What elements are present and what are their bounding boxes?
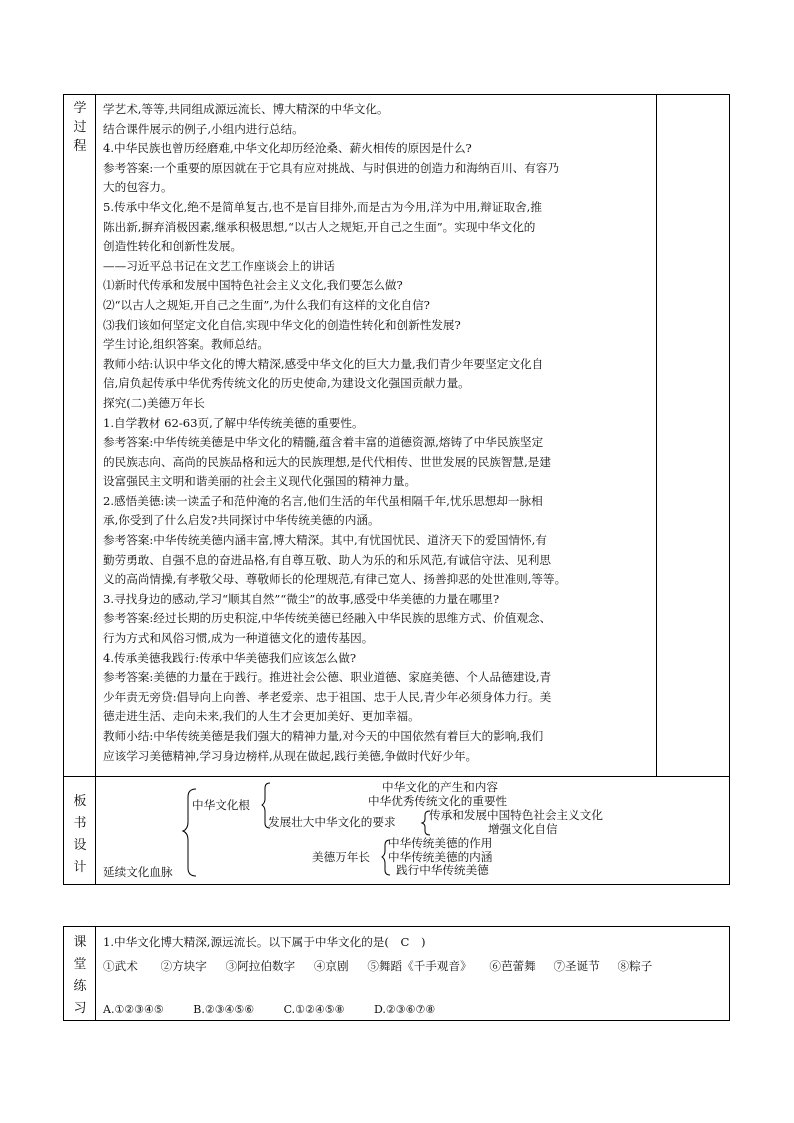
board-item: 中华优秀传统文化的重要性: [368, 794, 508, 808]
board-label: 板 书 设 计: [73, 794, 87, 875]
process-line: 大的包容力。: [103, 180, 173, 195]
option-item: ④京剧: [313, 959, 349, 973]
process-line: 4.传承美德我践行:传承中华美德我们应该怎么做?: [103, 650, 357, 665]
process-line: 行为方式和风俗习惯,成为一种道德文化的遗传基因。: [103, 631, 374, 646]
process-line: 德走进生活、走向未来,我们的人生才会更加美好、更加幸福。: [103, 709, 420, 724]
process-line: 义的高尚情操,有孝敬父母、尊敬师长的伦理规范,有律己宽人、扬善抑恶的处世准则,等等。: [103, 572, 567, 587]
process-line: 参考答案:中华传统美德是中华文化的精髓,蕴含着丰富的道德资源,熔铸了中华民族坚定: [103, 435, 544, 450]
board-item: 增强文化自信: [488, 822, 558, 836]
process-line: ——习近平总书记在文艺工作座谈会上的讲话: [103, 258, 335, 273]
process-line: 参考答案:美德的力量在于践行。推进社会公德、职业道德、家庭美德、个人品德建设,青: [103, 670, 552, 685]
answer-choice: C.①②④⑤⑧: [283, 1003, 345, 1016]
option-item: ⑤舞蹈《千手观音》: [367, 959, 472, 973]
process-line: 少年责无旁贷:倡导向上向善、孝老爱亲、忠于祖国、忠于人民,青少年必须身体力行。美: [103, 689, 552, 704]
process-line: 应该学习美德精神,学习身边榜样,从现在做起,践行美德,争做时代好少年。: [103, 748, 478, 763]
option-item: ②方块字: [160, 959, 207, 973]
process-line: 的民族志向、高尚的民族品格和远大的民族理想,是代代相传、世世发展的民族智慧,是建: [103, 454, 551, 469]
answer-choice: D.②③⑥⑦⑧: [373, 1003, 436, 1016]
board-branch-culture-root: 中华文化根: [192, 798, 250, 812]
process-line: 设富强民主文明和谐美丽的社会主义现代化强国的精神力量。: [103, 474, 417, 489]
process-line: 教师小结:中华传统美德是我们强大的精神力量,对今天的中国依然有着巨大的影响,我们: [103, 729, 544, 743]
process-line: 创造性转化和创新性发展。: [103, 239, 243, 254]
process-line: 陈出新,摒弃消极因素,继承积极思想,“以古人之规矩,开自己之生面”。实现中华文化的: [103, 219, 536, 234]
board-item: 中华传统美德的作用: [388, 836, 493, 850]
process-line: 参考答案:经过长期的历史积淀,中华传统美德已经融入中华民族的思维方式、价值观念、: [103, 611, 552, 626]
board-item: 中华传统美德的内涵: [388, 850, 493, 864]
exercise-answers: [103, 1003, 435, 1016]
process-line: 1.自学教材 62-63页,了解中华传统美德的重要性。: [103, 415, 364, 430]
process-line: 4.中华民族也曾历经磨难,中华文化却历经沧桑、薪火相传的原因是什么?: [103, 141, 472, 156]
process-line: ⑶我们该如何坚定文化自信,实现中华文化的创造性转化和创新性发展?: [103, 317, 461, 332]
process-line: 教师小结:认识中华文化的博大精深,感受中华文化的巨大力量,我们青少年要坚定文化自: [103, 356, 544, 371]
process-line: 学艺术,等等,共同组成源远流长、博大精深的中华文化。: [103, 102, 389, 116]
answer-choice: B.②③④⑤⑥: [193, 1003, 255, 1016]
option-item: ⑥芭蕾舞: [489, 959, 536, 973]
option-item: ①武术: [103, 959, 138, 973]
process-line: 结合课件展示的例子,小组内进行总结。: [103, 121, 304, 136]
board-item: 传承和发展中国特色社会主义文化: [429, 808, 603, 822]
exercise-label: 课 堂 练 习: [73, 935, 87, 1016]
board-sub-branch: 发展壮大中华文化的要求: [268, 815, 396, 829]
board-root: 延续文化血脉: [103, 865, 173, 879]
process-line: 勤劳勇敢、自强不息的奋进品格,有自尊互敬、助人为乐的和乐风范,有诚信守法、见利思: [103, 552, 551, 567]
process-label: 学 过 程: [73, 101, 87, 154]
process-line: 2.感悟美德:读一读孟子和范仲淹的名言,他们生活的年代虽相隔千年,忧乐思想却一脉相: [103, 493, 543, 508]
process-line: ⑴新时代传承和发展中国特色社会主义文化,我们要怎么做?: [103, 278, 403, 293]
board-item: 中华文化的产生和内容: [382, 780, 498, 794]
table-divider: [95, 926, 96, 1021]
exercise-question: 1.中华文化博大精深,源远流长。以下属于中华文化的是( C ): [103, 935, 426, 949]
option-item: ⑦圣诞节: [553, 959, 600, 973]
process-line: 5.传承中华文化,绝不是简单复古,也不是盲目排外,而是古为今用,洋为中用,辩证取舍,推: [103, 199, 542, 214]
process-line: 参考答案:中华传统美德内涵丰富,博大精深。其中,有忧国忧民、道济天下的爱国情怀,有: [103, 533, 547, 548]
board-item: 践行中华传统美德: [396, 863, 489, 877]
option-item: ⑧粽子: [617, 959, 653, 973]
board-branch-virtue: 美德万年长: [312, 850, 370, 864]
process-line: 信,肩负起传承中华优秀传统文化的历史使命,为建设文化强国贡献力量。: [103, 376, 470, 391]
answer-choice: A.①②③④⑤: [103, 1003, 164, 1016]
process-line: 3.寻找身边的感动,学习“顺其自然”“微尘”的故事,感受中华美德的力量在哪里?: [103, 591, 500, 606]
exercise-options: [103, 958, 652, 974]
process-line: 学生讨论,组织答案。教师总结。: [103, 337, 269, 352]
process-line: 参考答案:一个重要的原因就在于它具有应对挑战、与时俱进的创造力和海纳百川、有容乃: [103, 160, 560, 175]
process-line: ⑵“以古人之规矩,开自己之生面”,为什么我们有这样的文化自信?: [103, 297, 430, 312]
process-line: 承,你受到了什么启发?共同探讨中华传统美德的内涵。: [103, 513, 380, 528]
option-item: ③阿拉伯数字: [225, 959, 296, 973]
process-line: 探究(二)美德万年长: [103, 395, 205, 410]
